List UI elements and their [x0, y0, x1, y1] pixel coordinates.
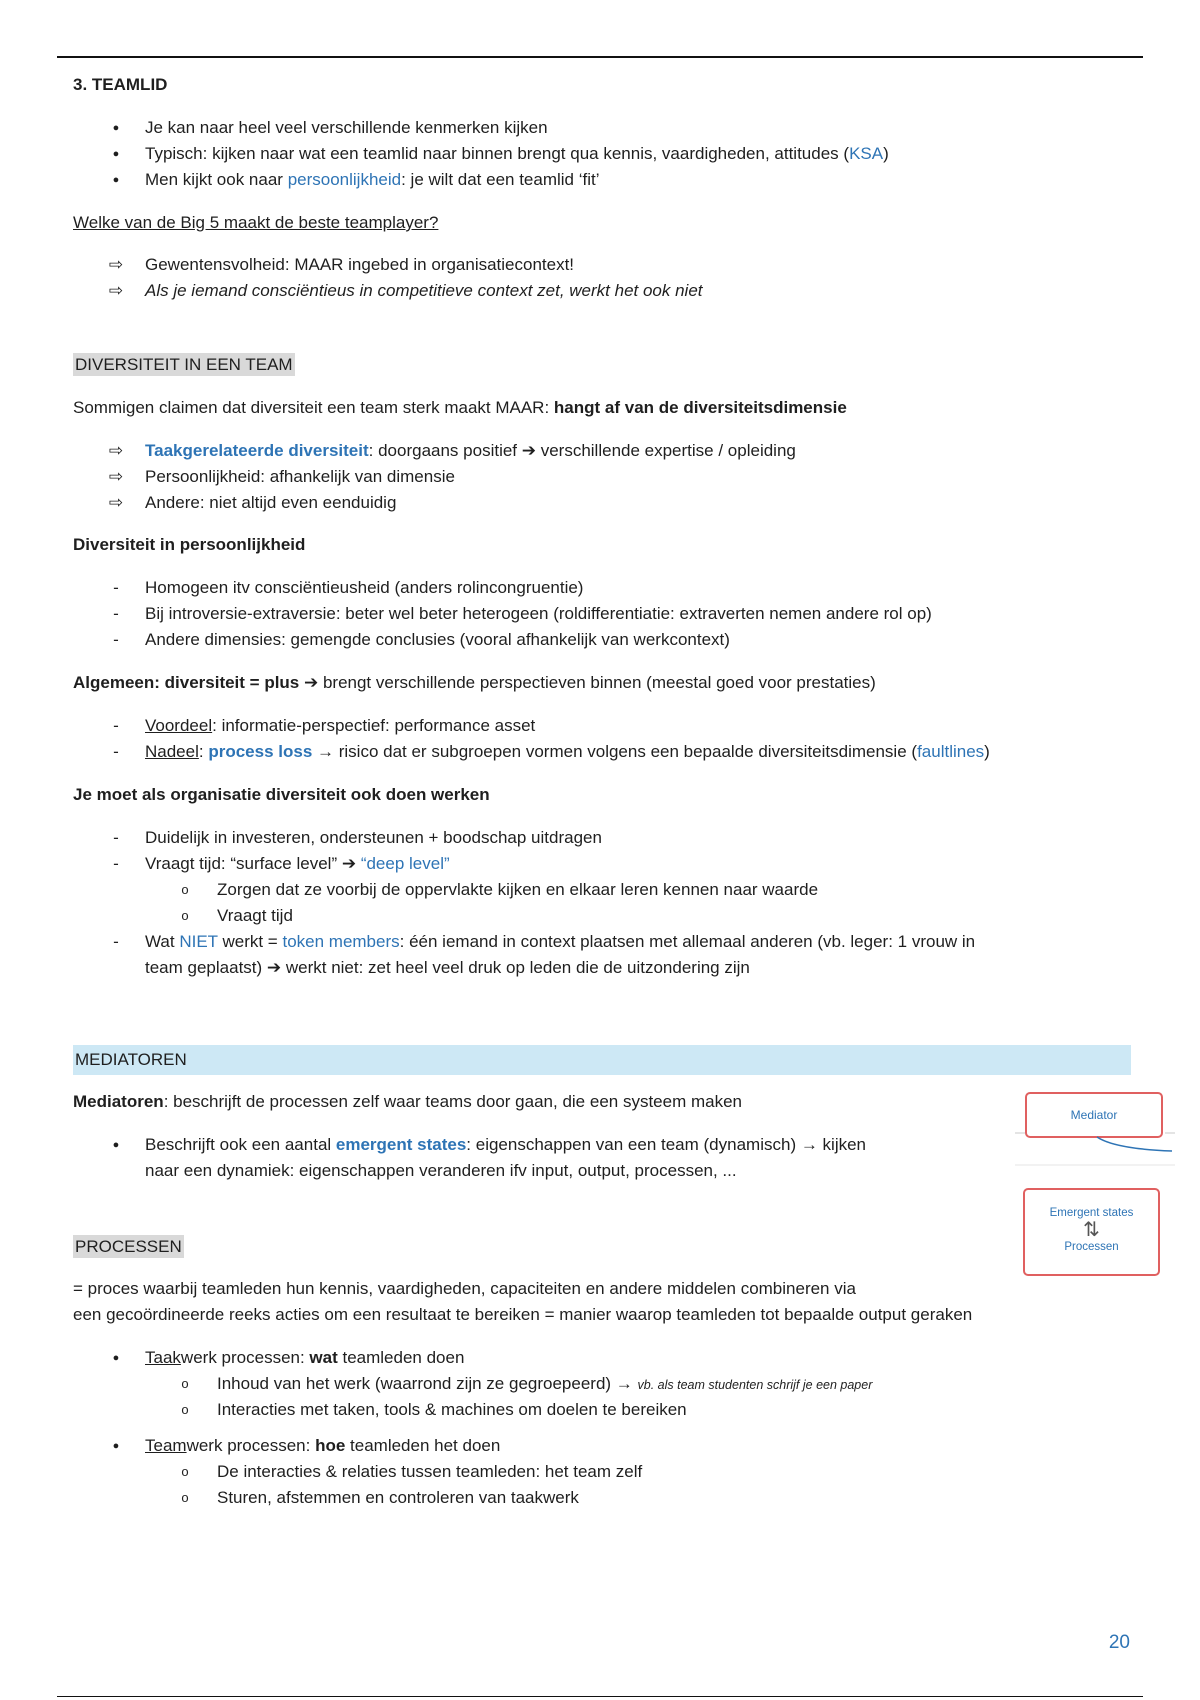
list-item-text: Men kijkt ook naar persoonlijkheid: je wilt dat een teamlid ‘fit’ — [145, 170, 600, 189]
processen-def-line1: = proces waarbij teamleden hun kennis, vaardigheden, capaciteiten en andere middelen combineren via — [73, 1279, 856, 1298]
heading-diversiteit: DIVERSITEIT IN EEN TEAM — [75, 355, 293, 374]
mediatoren-definition: Mediatoren: beschrijft de processen zelf waar teams door gaan, die een systeem maken — [73, 1092, 742, 1111]
diversiteit-intro: Sommigen claimen dat diversiteit een team sterk maakt MAAR: hangt af van de diversiteitsdimensie — [73, 398, 847, 417]
dash-item-text: Nadeel: process loss → risico dat er subgroepen vormen volgens een bepaalde diversiteitsdimensie (faultlines) — [145, 742, 990, 761]
bullet-icon: ● — [112, 148, 120, 160]
list-item-text: Typisch: kijken naar wat een teamlid naar binnen brengt qua kennis, vaardigheden, attitudes (KSA) — [145, 144, 889, 163]
dash-icon: - — [113, 578, 119, 597]
subheading-organisatie: Je moet als organisatie diversiteit ook doen werken — [73, 785, 490, 804]
mediator-box: Mediator — [1025, 1092, 1163, 1138]
circle-icon: o — [181, 908, 189, 923]
algemeen-line: Algemeen: diversiteit = plus ➔ brengt verschillende perspectieven binnen (meestal goed voor prestaties) — [73, 673, 876, 692]
heading-mediatoren: MEDIATOREN — [73, 1045, 1131, 1075]
sub-list-item-text: Sturen, afstemmen en controleren van taakwerk — [217, 1488, 579, 1507]
dash-icon: - — [113, 932, 119, 951]
sub-list-item-text: Inhoud van het werk (waarrond zijn ze gegroepeerd) → vb. als team studenten schrijf je een paper — [217, 1374, 873, 1393]
dash-item-text: Wat NIET werkt = token members: één iemand in context plaatsen met allemaal anderen (vb. leger: 1 vrouw in — [145, 932, 976, 951]
arrow-icon: ⇨ — [108, 441, 124, 460]
dash-item-text: Bij introversie-extraversie: beter wel beter heterogeen (roldifferentiatie: extraverten nemen andere rol op) — [145, 604, 932, 623]
arrow-item-text: Als je iemand consciëntieus in competitieve context zet, werkt het ook niet — [145, 281, 703, 300]
dash-item-text: Voordeel: informatie-perspectief: performance asset — [145, 716, 536, 735]
term-persoonlijkheid: persoonlijkheid — [287, 170, 402, 189]
arrow-item-text: Persoonlijkheid: afhankelijk van dimensie — [145, 467, 455, 486]
circle-icon: o — [181, 1490, 189, 1505]
dash-item-text: Duidelijk in investeren, ondersteunen + boodschap uitdragen — [145, 828, 602, 847]
list-item-text: Taakwerk processen: wat teamleden doen — [145, 1348, 465, 1367]
arrow-icon: ⇨ — [108, 255, 124, 274]
arrow-icon: ⇨ — [108, 493, 124, 512]
dash-icon: - — [113, 716, 119, 735]
question-text: Welke van de Big 5 maakt de beste teamplayer? — [73, 213, 439, 232]
list-item-text: Teamwerk processen: hoe teamleden het doen — [145, 1436, 501, 1455]
circle-icon: o — [181, 1376, 189, 1391]
list-item-text: Beschrijft ook een aantal emergent states: eigenschappen van een team (dynamisch) → kijken — [145, 1135, 867, 1154]
dash-item-text: Homogeen itv consciëntieusheid (anders rolincongruentie) — [145, 578, 584, 597]
bottom-rule — [57, 1696, 1143, 1697]
dash-icon: - — [113, 828, 119, 847]
sub-list-item-text: De interacties & relaties tussen teamleden: het team zelf — [217, 1462, 643, 1481]
list-item-text: Je kan naar heel veel verschillende kenmerken kijken — [145, 118, 548, 137]
circle-icon: o — [181, 1464, 189, 1479]
emergent-processen-box — [1023, 1188, 1160, 1276]
bullet-icon: ● — [112, 122, 120, 134]
bullet-icon: ● — [112, 1352, 120, 1364]
dash-item-text: Andere dimensies: gemengde conclusies (vooral afhankelijk van werkcontext) — [145, 630, 730, 649]
processen-label: Processen — [1064, 1241, 1119, 1253]
term-ksa: KSA — [849, 144, 884, 163]
arrow-item-text: Taakgerelateerde diversiteit: doorgaans positief ➔ verschillende expertise / opleiding — [145, 441, 796, 460]
sub-list-item-text: Zorgen dat ze voorbij de oppervlakte kijken en elkaar leren kennen naar waarde — [217, 880, 819, 899]
bidirectional-arrows-icon: ⇅ — [1083, 1219, 1100, 1241]
dash-icon: - — [113, 604, 119, 623]
circle-icon: o — [181, 1402, 189, 1417]
emergent-states-label: Emergent states — [1049, 1207, 1134, 1219]
bullet-icon: ● — [112, 1440, 120, 1452]
dash-icon: - — [113, 630, 119, 649]
circle-icon: o — [181, 882, 189, 897]
arrow-item-text: Gewentensvolheid: MAAR ingebed in organisatiecontext! — [145, 255, 575, 274]
bullet-icon: ● — [112, 1139, 120, 1151]
subheading-persoonlijkheid: Diversiteit in persoonlijkheid — [73, 535, 306, 554]
figure-connector-lines — [1015, 1125, 1175, 1185]
dash-item-text: Vraagt tijd: “surface level” ➔ “deep level” — [145, 854, 450, 873]
arrow-item-text: Andere: niet altijd even eenduidig — [145, 493, 397, 512]
dash-item-text: team geplaatst) ➔ werkt niet: zet heel veel druk op leden die de uitzondering zijn — [145, 958, 750, 977]
dash-icon: - — [113, 742, 119, 761]
top-rule — [57, 56, 1143, 58]
heading-teamlid: 3. TEAMLID — [73, 75, 168, 94]
sub-list-item-text: Vraagt tijd — [217, 906, 293, 925]
sub-list-item-text: Interacties met taken, tools & machines om doelen te bereiken — [217, 1400, 687, 1419]
arrow-icon: ⇨ — [108, 281, 124, 300]
arrow-icon: ⇨ — [108, 467, 124, 486]
dash-icon: - — [113, 854, 119, 873]
processen-def-line2: een gecoördineerde reeks acties om een resultaat te bereiken = manier waarop teamleden tot bepaalde output geraken — [73, 1305, 973, 1324]
list-item-text: naar een dynamiek: eigenschappen veranderen ifv input, output, processen, ... — [145, 1161, 737, 1180]
bullet-icon: ● — [112, 174, 120, 186]
heading-processen: PROCESSEN — [75, 1237, 182, 1256]
page-number: 20 — [1108, 1632, 1130, 1653]
